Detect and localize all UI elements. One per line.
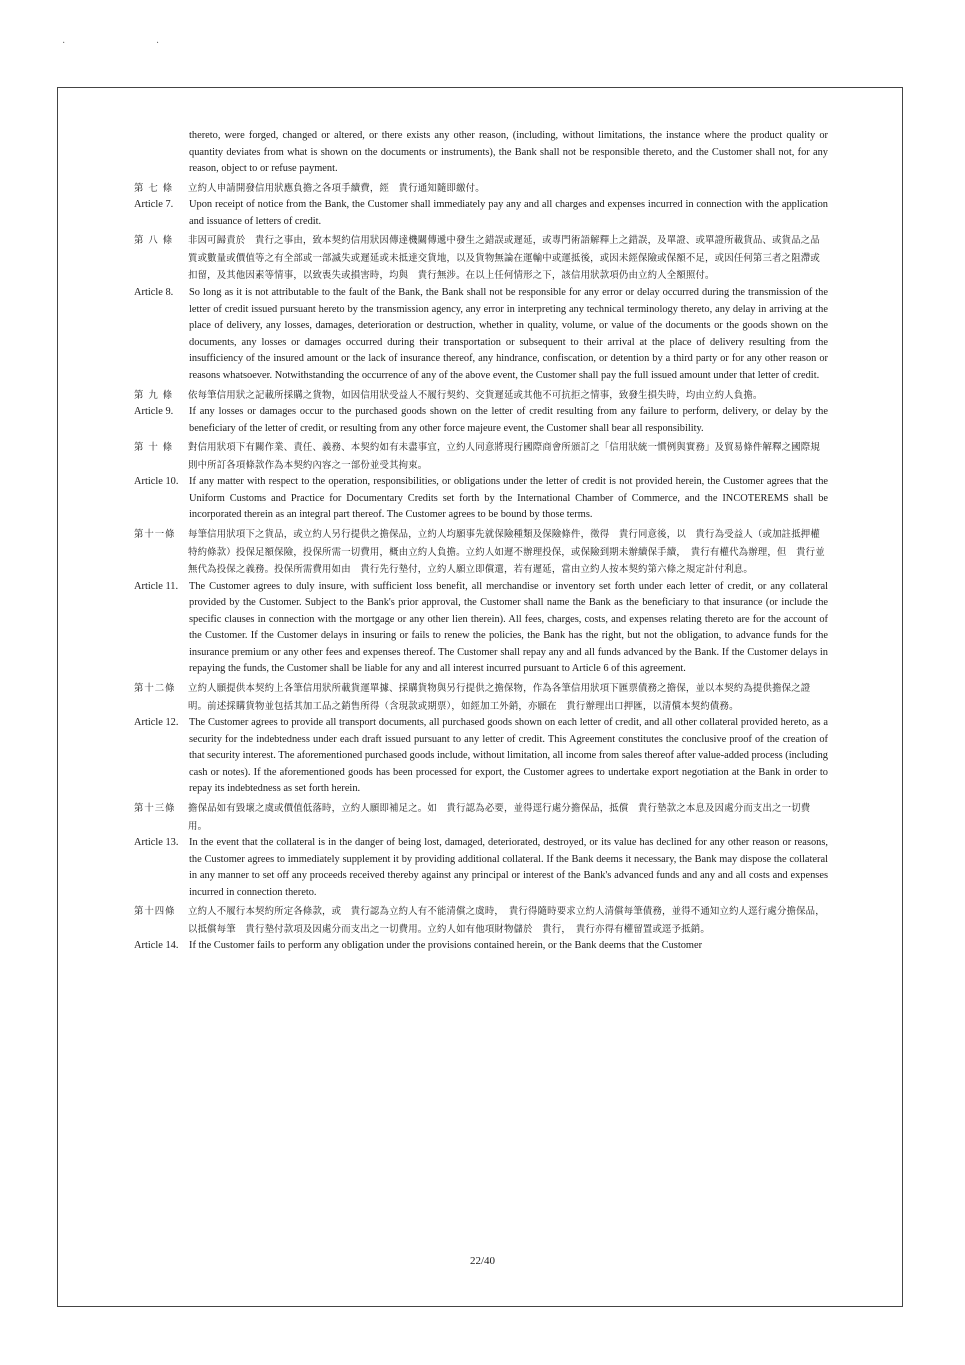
article-en-11 — [134, 579, 828, 679]
article-text: If the Customer fails to perform any obligation under the provisions contained herein, or the Bank deems that the Customer — [189, 940, 703, 952]
clause-zh-13 — [134, 800, 828, 835]
clause-zh-9 — [134, 387, 828, 405]
article-label: Article 8. — [134, 286, 174, 298]
article-en-12 — [134, 715, 828, 798]
clause-label: 第十二條 — [134, 683, 176, 695]
article-label: Article 11. — [134, 580, 179, 592]
article-text: If any matter with respect to the operation, responsibilities, or obligations under the letter of credit is not provided herein, the Customer agrees that the Uniform Customs and Practice for Documentary Credits set forth by the International Chamber of Commerce, and the INCOTEREMS shall be incorporated therein as an integral part thereof. The Customer agrees to be bound by those terms. — [189, 476, 828, 521]
scan-specks: · · — [62, 38, 204, 49]
article-text: In the event that the collateral is in the danger of being lost, damaged, deteriorated, destroyed, or its value has declined for any other reason or reasons, the Customer agrees to immediately supplement it by providing additional collateral. If the Bank deems it necessary, the Bank may dispose the collateral in any manner to set off any proceeds received thereby against any principal or interest of the Bank's advanced funds and any and all costs and expenses incurred in connection thereto. — [189, 837, 828, 898]
article-text: The Customer agrees to duly insure, with sufficient loss benefit, all merchandise or inventory set forth under each letter of credit, or any collateral provided by the Customer. Subject to the Bank's prior approval, the Customer shall name the Bank as the beneficiary to that insurance (or include the specific clauses in connection with the mortgage or any other lien therein). All fees, charges, costs, and expenses relating thereto are for the account of the Customer. If the Customer delays in insuring or fails to renew the policies, the Bank has the right, but not the obligation, to advance funds for the insurance premium or any other fees and expenses thereof. The Customer shall repay any and all funds advanced by the Bank. If the Customer delays in repaying the funds, the Customer shall be liable for any and all interest incurred pursuant to Article 6 of this agreement. — [189, 580, 828, 675]
agreement-text — [134, 128, 828, 955]
clause-text: 立約人願提供本契約上各筆信用狀所載貨運單據、採購貨物與另行提供之擔保物，作為各筆信用狀項下匯票債務之擔保，並以本契約為提供擔保之證明。前述採購貨物並包括其加工品之銷售所得（含現款或期票），如經加工外銷，亦願在 貴行辦理出口押匯，以清償本契約債務。 — [188, 683, 811, 712]
article-label: Article 14. — [134, 940, 179, 952]
article-en-8 — [134, 285, 828, 385]
article-en-10 — [134, 474, 828, 524]
clause-label: 第十四條 — [134, 906, 176, 918]
clause-label: 第十三條 — [134, 803, 176, 815]
clause-text: 立約人不履行本契約所定各條款，或 貴行認為立約人有不能清償之虞時， 貴行得隨時要求立約人清償每筆債務，並得不通知立約人逕行處分擔保品，以抵償每筆 貴行墊付款項及因處分而支出之一切費用。立約人如有他項財物儲於 貴行， 貴行亦得有權留置或逕予抵銷。 — [188, 906, 825, 935]
clause-zh-10 — [134, 439, 828, 474]
clause-zh-11 — [134, 526, 828, 579]
article-label: Article 9. — [134, 406, 174, 418]
article-en-7 — [134, 197, 828, 230]
clause-text: 非因可歸責於 貴行之事由，致本契約信用狀因傳達機關傳遞中發生之錯誤或遲延，或專門術語解釋上之錯誤，及單證、或單證所載貨品、或貨品之品質或數量或價值等之有全部或一部滅失或遲延或未抵達交貨地，以及貨物無論在運輸中或運抵後，或因未經保險或保額不足，或因任何第三者之阻滯或扣留，及其他因素等情事，以致喪失或損害時，均與 貴行無涉。在以上任何情形之下，該信用狀款項仍由立約人全額照付。 — [188, 235, 820, 282]
clause-zh-14 — [134, 903, 828, 938]
continuation-text: thereto, were forged, changed or altered, or there exists any other reason, (including, without limitations, the instance where the product quality or quantity deviates from what is shown on the documents or instruments), the Bank shall not be responsible thereto, and the Customer shall not, for any reason, object to or refuse payment. — [189, 130, 828, 175]
clause-text: 擔保品如有毀壞之虞或價值低落時，立約人願即補足之。如 貴行認為必要，並得逕行處分擔保品，抵償 貴行墊款之本息及因處分而支出之一切費用。 — [188, 803, 811, 832]
clause-label: 第 十 條 — [134, 442, 174, 454]
article-label: Article 13. — [134, 837, 179, 849]
clause-text: 立約人申請開發信用狀應負擔之各項手續費，經 貴行通知隨即繳付。 — [188, 182, 485, 194]
article-text: Upon receipt of notice from the Bank, the Customer shall immediately pay any and all charges and expenses incurred in connection with the application and issuance of letters of credit. — [189, 199, 828, 227]
clause-zh-7 — [134, 180, 828, 198]
article-label: Article 10. — [134, 476, 179, 488]
clause-label: 第 八 條 — [134, 235, 174, 247]
article-label: Article 12. — [134, 717, 179, 729]
clause-text: 每筆信用狀項下之貨品，或立約人另行提供之擔保品，立約人均願事先就保險種類及保險條件，徵得 貴行同意後，以 貴行為受益人（或加註抵押權特約條款）投保足額保險，投保所需一切費用，概由立約人負擔。立約人如遲不辦理投保，或保險到期未辦續保手續， 貴行有權代為辦理，但 貴行並無代為投保之義務。投保所需費用如由 貴行先行墊付，立約人願立即償還，若有遲延，當由立約人按本契約第六條之規定計付利息。 — [188, 529, 825, 575]
article-text: So long as it is not attributable to the fault of the Bank, the Bank shall not be responsible for any error or delay occurred during the transmission of the letter of credit issued pursuant hereto by the transmission agency, any error in interpreting any technical terminology thereto, any delay in arriving at the place of delivery, any losses, damages, deterioration or destruction, whether in quality, volume, or value of the documents or the goods shown on the documents, any losses or damages occurred during their transportation or subsequent to their arrival at the place of delivery resulting from the insufficiency of the insured amount or the lack of insurance thereof, any hindrance, confiscation, or detention by a third party or for any other reason or reasons whatsoever. Notwithstanding the occurrence of any of the above event, the Customer shall pay the full issued amount under that letter of credit. — [189, 286, 828, 381]
article-en-14 — [134, 938, 828, 955]
article-text: If any losses or damages occur to the purchased goods shown on the letter of credit resulting from any failure to perform, delivery, or delay by the beneficiary of the letter of credit, or resulting from any other force majeure event, the Customer shall bear all responsibility. — [189, 406, 828, 434]
clause-text: 依每筆信用狀之記載所採購之貨物，如因信用狀受益人不履行契約、交貨遲延或其他不可抗拒之情事，致發生損失時，均由立約人負擔。 — [188, 389, 763, 401]
clause-label: 第 九 條 — [134, 389, 174, 401]
article-6-continuation — [134, 128, 828, 178]
article-text: The Customer agrees to provide all transport documents, all purchased goods shown on each letter of credit, and all other collateral provided hereto, as a security for the indebtedness under each draft issued pursuant to any letter of credit. This Agreement constitutes the conclusive proof of the creation of that security interest. The aforementioned purchased goods include, without limitation, all income from sales thereof after value-added process (including cash or notes). If the aforementioned goods has been processed for export, the Customer agrees to undertake export negotiation at the Bank in order to repay its indebtedness as set forth herein. — [189, 717, 828, 795]
article-label: Article 7. — [134, 199, 174, 211]
clause-label: 第十一條 — [134, 529, 176, 540]
clause-text: 對信用狀項下有關作業、責任、義務、本契約如有未盡事宜，立約人同意將現行國際商會所頒訂之「信用狀統一慣例與實務」及貿易條件解釋之國際規則中所訂各項條款作為本契約內容之一部份並受其拘束。 — [188, 442, 820, 471]
clause-zh-12 — [134, 680, 828, 715]
clause-zh-8 — [134, 232, 828, 285]
article-en-9 — [134, 404, 828, 437]
clause-label: 第 七 條 — [134, 182, 174, 194]
article-en-13 — [134, 835, 828, 901]
page-number: 22/40 — [469, 1255, 496, 1267]
